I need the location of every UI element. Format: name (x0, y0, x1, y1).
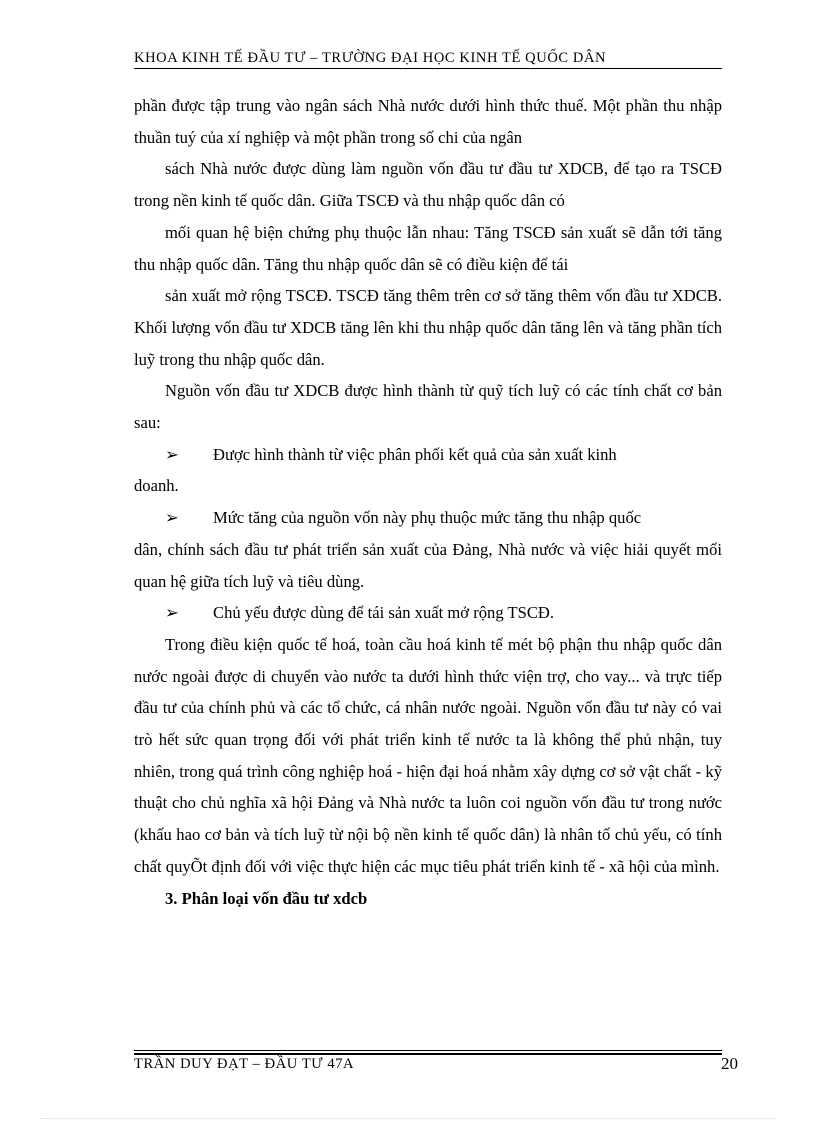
paragraph: mối quan hệ biện chứng phụ thuộc lẫn nhau: Tăng TSCĐ sản xuất sẽ dẫn tới tăng thu nhập quốc dân. Tăng thu nhập quốc dân sẽ có điều kiện để tái (134, 222, 722, 274)
arrow-bullet-icon: ➢ (165, 444, 179, 464)
bullet-text: Được hình thành từ việc phân phối kết quả của sản xuất kinh (213, 444, 617, 464)
section-heading: 3. Phân loại vốn đầu tư xdcb (165, 888, 368, 908)
paragraph: Trong điều kiện quốc tế hoá, toàn cầu hoá kinh tế mét bộ phận thu nhập quốc dân nước ngoài được di chuyển vào nước ta dưới hình thức viện trợ, cho vay... và trực tiếp đầu tư của chính phủ và các tổ chức, cá nhân nước ngoài. Nguồn vốn đầu tư này có vai trò hết sức quan trọng đối với phát triển kinh tế nước ta là không thể phủ nhận, tuy nhiên, trong quá trình công nghiệp hoá - hiện đại hoá nhằm xây dựng cơ sở vật chất - kỹ thuật cho chủ nghĩa xã hội Đảng và Nhà nước ta luôn coi nguồn vốn đầu tư trong nước (khấu hao cơ bản và tích luỹ từ nội bộ nền kinh tế quốc dân) là nhân tố chủ yếu, có tính chất quyÕt định đối với việc thực hiện các mục tiêu phát triển kinh tế - xã hội của mình. (134, 634, 722, 876)
document-body (134, 90, 722, 914)
header-rule (134, 68, 722, 69)
page-number: 20 (721, 1054, 738, 1073)
paragraph: phần được tập trung vào ngân sách Nhà nước dưới hình thức thuế. Một phần thu nhập thuần tuý của xí nghiệp và một phần trong số chi của ngân (134, 96, 722, 147)
page-edge-dotted-line (40, 1118, 776, 1119)
footer-rule (134, 1053, 722, 1055)
paragraph: Nguồn vốn đầu tư XDCB được hình thành từ quỹ tích luỹ có các tính chất cơ bản sau: (134, 381, 722, 433)
footer-rule (134, 1050, 722, 1051)
arrow-bullet-icon: ➢ (165, 603, 179, 623)
footer-author: TRẦN DUY ĐẠT – ĐẦU TƯ 47A (134, 1056, 355, 1072)
bullet-item (134, 502, 722, 597)
bullet-text: Chủ yếu được dùng để tái sản xuất mở rộng TSCĐ. (213, 603, 555, 623)
arrow-bullet-icon: ➢ (165, 508, 179, 528)
bullet-text: Mức tăng của nguồn vốn này phụ thuộc mức tăng thu nhập quốc (213, 508, 642, 528)
paragraph: sản xuất mở rộng TSCĐ. TSCĐ tăng thêm trên cơ sở tăng thêm vốn đầu tư XDCB. Khối lượng vốn đầu tư XDCB tăng lên khi thu nhập quốc dân tăng lên và tăng phần tích luỹ trong thu nhập quốc dân. (134, 286, 722, 369)
page-header: KHOA KINH TẾ ĐẦU TƯ – TRƯỜNG ĐẠI HỌC KINH TẾ QUỐC DÂN (134, 50, 607, 66)
paragraph: sách Nhà nước được dùng làm nguồn vốn đầu tư đầu tư XDCB, để tạo ra TSCĐ trong nền kinh tế quốc dân. Giữa TSCĐ và thu nhập quốc dân có (134, 159, 722, 211)
bullet-item (134, 597, 722, 629)
bullet-item (134, 439, 722, 502)
bullet-text-continued: dân, chính sách đầu tư phát triển sản xuất của Đảng, Nhà nước và việc hiải quyết mối quan hệ giữa tích luỹ và tiêu dùng. (134, 539, 722, 591)
bullet-text-continued: doanh. (134, 476, 179, 496)
